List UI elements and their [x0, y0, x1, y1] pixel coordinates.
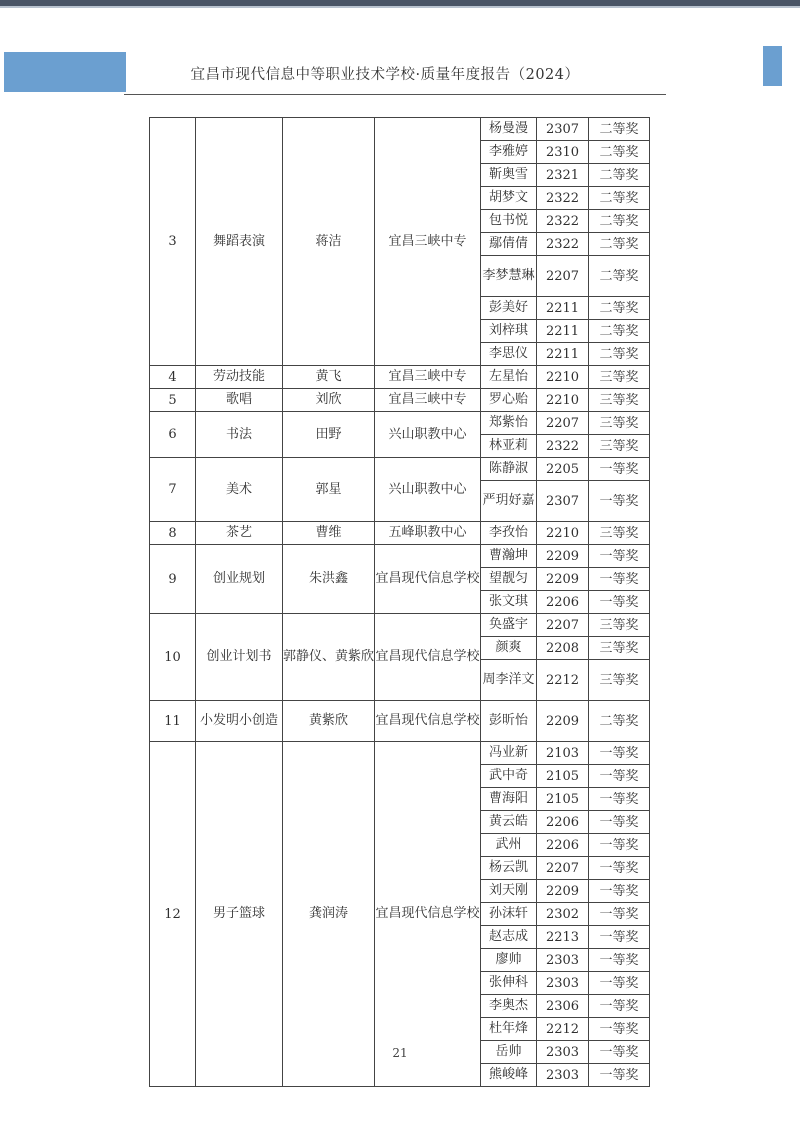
student-name-cell: 杨曼漫: [481, 118, 537, 141]
class-cell: 2209: [537, 545, 589, 568]
class-cell: 2209: [537, 880, 589, 903]
award-cell: 二等奖: [589, 141, 650, 164]
class-cell: 2103: [537, 742, 589, 765]
student-name-cell: 严玥妤嘉: [481, 481, 537, 522]
award-cell: 一等奖: [589, 568, 650, 591]
organization-cell: 宜昌现代信息学校: [375, 614, 481, 701]
table-row: [150, 545, 650, 568]
event-cell: 舞蹈表演: [196, 118, 283, 366]
teacher-cell: 郭星: [283, 458, 375, 522]
table-row: [150, 458, 650, 481]
row-number-cell: 4: [150, 366, 196, 389]
award-cell: 一等奖: [589, 458, 650, 481]
table-row: [150, 614, 650, 637]
student-name-cell: 奂盛宇: [481, 614, 537, 637]
row-number-cell: 11: [150, 701, 196, 742]
row-number-cell: 12: [150, 742, 196, 1087]
teacher-cell: 曹维: [283, 522, 375, 545]
student-name-cell: 武州: [481, 834, 537, 857]
organization-cell: 宜昌现代信息学校: [375, 545, 481, 614]
student-name-cell: 曹瀚坤: [481, 545, 537, 568]
student-name-cell: 冯业新: [481, 742, 537, 765]
student-name-cell: 陈静淑: [481, 458, 537, 481]
award-cell: 一等奖: [589, 545, 650, 568]
student-name-cell: 左星怡: [481, 366, 537, 389]
award-cell: 三等奖: [589, 522, 650, 545]
student-name-cell: 彭昕怡: [481, 701, 537, 742]
award-cell: 三等奖: [589, 412, 650, 435]
student-name-cell: 靳奥雪: [481, 164, 537, 187]
student-name-cell: 林亚莉: [481, 435, 537, 458]
organization-cell: 兴山职教中心: [375, 458, 481, 522]
event-cell: 小发明小创造: [196, 701, 283, 742]
student-name-cell: 望靓匀: [481, 568, 537, 591]
class-cell: 2209: [537, 568, 589, 591]
award-cell: 一等奖: [589, 857, 650, 880]
class-cell: 2303: [537, 1064, 589, 1087]
student-name-cell: 张伸科: [481, 972, 537, 995]
top-border-line: [0, 6, 800, 8]
class-cell: 2211: [537, 343, 589, 366]
organization-cell: 宜昌现代信息学校: [375, 742, 481, 1087]
award-cell: 一等奖: [589, 926, 650, 949]
student-name-cell: 郑紫怡: [481, 412, 537, 435]
student-name-cell: 曹海阳: [481, 788, 537, 811]
row-number-cell: 9: [150, 545, 196, 614]
organization-cell: 兴山职教中心: [375, 412, 481, 458]
award-cell: 三等奖: [589, 637, 650, 660]
teacher-cell: 黄飞: [283, 366, 375, 389]
teacher-cell: 黄紫欣: [283, 701, 375, 742]
header-accent-right: [763, 46, 782, 86]
event-cell: 男子篮球: [196, 742, 283, 1087]
header-divider: [124, 94, 666, 95]
class-cell: 2321: [537, 164, 589, 187]
table-row: [150, 366, 650, 389]
class-cell: 2307: [537, 118, 589, 141]
row-number-cell: 5: [150, 389, 196, 412]
class-cell: 2206: [537, 591, 589, 614]
organization-cell: 宜昌三峡中专: [375, 366, 481, 389]
organization-cell: 宜昌现代信息学校: [375, 701, 481, 742]
teacher-cell: 田野: [283, 412, 375, 458]
student-name-cell: 刘梓琪: [481, 320, 537, 343]
student-name-cell: 彭美好: [481, 297, 537, 320]
table-row: [150, 742, 650, 765]
class-cell: 2211: [537, 320, 589, 343]
event-cell: 茶艺: [196, 522, 283, 545]
award-cell: 一等奖: [589, 1064, 650, 1087]
organization-cell: 宜昌三峡中专: [375, 389, 481, 412]
class-cell: 2307: [537, 481, 589, 522]
student-name-cell: 李奥杰: [481, 995, 537, 1018]
award-cell: 二等奖: [589, 297, 650, 320]
award-cell: 三等奖: [589, 435, 650, 458]
page-number: 21: [392, 1046, 408, 1060]
award-cell: 一等奖: [589, 995, 650, 1018]
class-cell: 2207: [537, 614, 589, 637]
class-cell: 2209: [537, 701, 589, 742]
teacher-cell: 刘欣: [283, 389, 375, 412]
student-name-cell: 李梦慧琳: [481, 256, 537, 297]
class-cell: 2310: [537, 141, 589, 164]
teacher-cell: 蒋洁: [283, 118, 375, 366]
event-cell: 歌唱: [196, 389, 283, 412]
event-cell: 书法: [196, 412, 283, 458]
award-cell: 二等奖: [589, 343, 650, 366]
class-cell: 2207: [537, 412, 589, 435]
table-row: [150, 412, 650, 435]
class-cell: 2212: [537, 660, 589, 701]
row-number-cell: 7: [150, 458, 196, 522]
award-cell: 二等奖: [589, 210, 650, 233]
student-name-cell: 杜年烽: [481, 1018, 537, 1041]
organization-cell: 宜昌三峡中专: [375, 118, 481, 366]
teacher-cell: 龚润涛: [283, 742, 375, 1087]
organization-cell: 五峰职教中心: [375, 522, 481, 545]
student-name-cell: 杨云凯: [481, 857, 537, 880]
class-cell: 2302: [537, 903, 589, 926]
award-cell: 二等奖: [589, 320, 650, 343]
header-accent-left: [4, 52, 126, 92]
event-cell: 创业规划: [196, 545, 283, 614]
award-cell: 二等奖: [589, 118, 650, 141]
award-cell: 一等奖: [589, 880, 650, 903]
row-number-cell: 10: [150, 614, 196, 701]
class-cell: 2210: [537, 522, 589, 545]
student-name-cell: 岳帅: [481, 1041, 537, 1064]
class-cell: 2210: [537, 366, 589, 389]
class-cell: 2207: [537, 857, 589, 880]
award-cell: 三等奖: [589, 660, 650, 701]
class-cell: 2208: [537, 637, 589, 660]
award-cell: 三等奖: [589, 366, 650, 389]
award-cell: 一等奖: [589, 591, 650, 614]
student-name-cell: 黄云皓: [481, 811, 537, 834]
class-cell: 2303: [537, 972, 589, 995]
row-number-cell: 3: [150, 118, 196, 366]
award-cell: 二等奖: [589, 701, 650, 742]
class-cell: 2207: [537, 256, 589, 297]
class-cell: 2206: [537, 834, 589, 857]
award-cell: 一等奖: [589, 788, 650, 811]
class-cell: 2322: [537, 233, 589, 256]
award-cell: 二等奖: [589, 164, 650, 187]
class-cell: 2322: [537, 435, 589, 458]
award-cell: 一等奖: [589, 765, 650, 788]
student-name-cell: 鄢倩倩: [481, 233, 537, 256]
student-name-cell: 张文琪: [481, 591, 537, 614]
class-cell: 2212: [537, 1018, 589, 1041]
class-cell: 2205: [537, 458, 589, 481]
student-name-cell: 廖帅: [481, 949, 537, 972]
class-cell: 2210: [537, 389, 589, 412]
student-name-cell: 包书悦: [481, 210, 537, 233]
class-cell: 2105: [537, 765, 589, 788]
class-cell: 2303: [537, 1041, 589, 1064]
student-name-cell: 颜爽: [481, 637, 537, 660]
table-row: [150, 118, 650, 141]
table-row: [150, 389, 650, 412]
award-cell: 二等奖: [589, 187, 650, 210]
student-name-cell: 周李洋文: [481, 660, 537, 701]
table-row: [150, 522, 650, 545]
award-cell: 二等奖: [589, 256, 650, 297]
event-cell: 美术: [196, 458, 283, 522]
awards-table: [149, 117, 650, 1087]
class-cell: 2211: [537, 297, 589, 320]
student-name-cell: 李思仪: [481, 343, 537, 366]
class-cell: 2322: [537, 187, 589, 210]
award-cell: 一等奖: [589, 972, 650, 995]
student-name-cell: 孙沫轩: [481, 903, 537, 926]
award-cell: 一等奖: [589, 811, 650, 834]
award-cell: 一等奖: [589, 1041, 650, 1064]
row-number-cell: 8: [150, 522, 196, 545]
award-cell: 一等奖: [589, 834, 650, 857]
award-cell: 三等奖: [589, 389, 650, 412]
event-cell: 劳动技能: [196, 366, 283, 389]
class-cell: 2213: [537, 926, 589, 949]
award-cell: 一等奖: [589, 949, 650, 972]
student-name-cell: 熊峻峰: [481, 1064, 537, 1087]
class-cell: 2322: [537, 210, 589, 233]
student-name-cell: 武中奇: [481, 765, 537, 788]
student-name-cell: 刘天刚: [481, 880, 537, 903]
teacher-cell: 郭静仪、黄紫欣: [283, 614, 375, 701]
class-cell: 2105: [537, 788, 589, 811]
award-cell: 一等奖: [589, 481, 650, 522]
student-name-cell: 罗心贻: [481, 389, 537, 412]
student-name-cell: 李孜怡: [481, 522, 537, 545]
student-name-cell: 赵志成: [481, 926, 537, 949]
award-cell: 一等奖: [589, 742, 650, 765]
award-cell: 三等奖: [589, 614, 650, 637]
class-cell: 2303: [537, 949, 589, 972]
award-cell: 一等奖: [589, 903, 650, 926]
student-name-cell: 李雅婷: [481, 141, 537, 164]
student-name-cell: 胡梦文: [481, 187, 537, 210]
class-cell: 2306: [537, 995, 589, 1018]
award-cell: 一等奖: [589, 1018, 650, 1041]
event-cell: 创业计划书: [196, 614, 283, 701]
class-cell: 2206: [537, 811, 589, 834]
teacher-cell: 朱洪鑫: [283, 545, 375, 614]
award-cell: 二等奖: [589, 233, 650, 256]
table-row: [150, 701, 650, 742]
page-header-title: 宜昌市现代信息中等职业技术学校·质量年度报告（2024）: [190, 67, 580, 83]
row-number-cell: 6: [150, 412, 196, 458]
